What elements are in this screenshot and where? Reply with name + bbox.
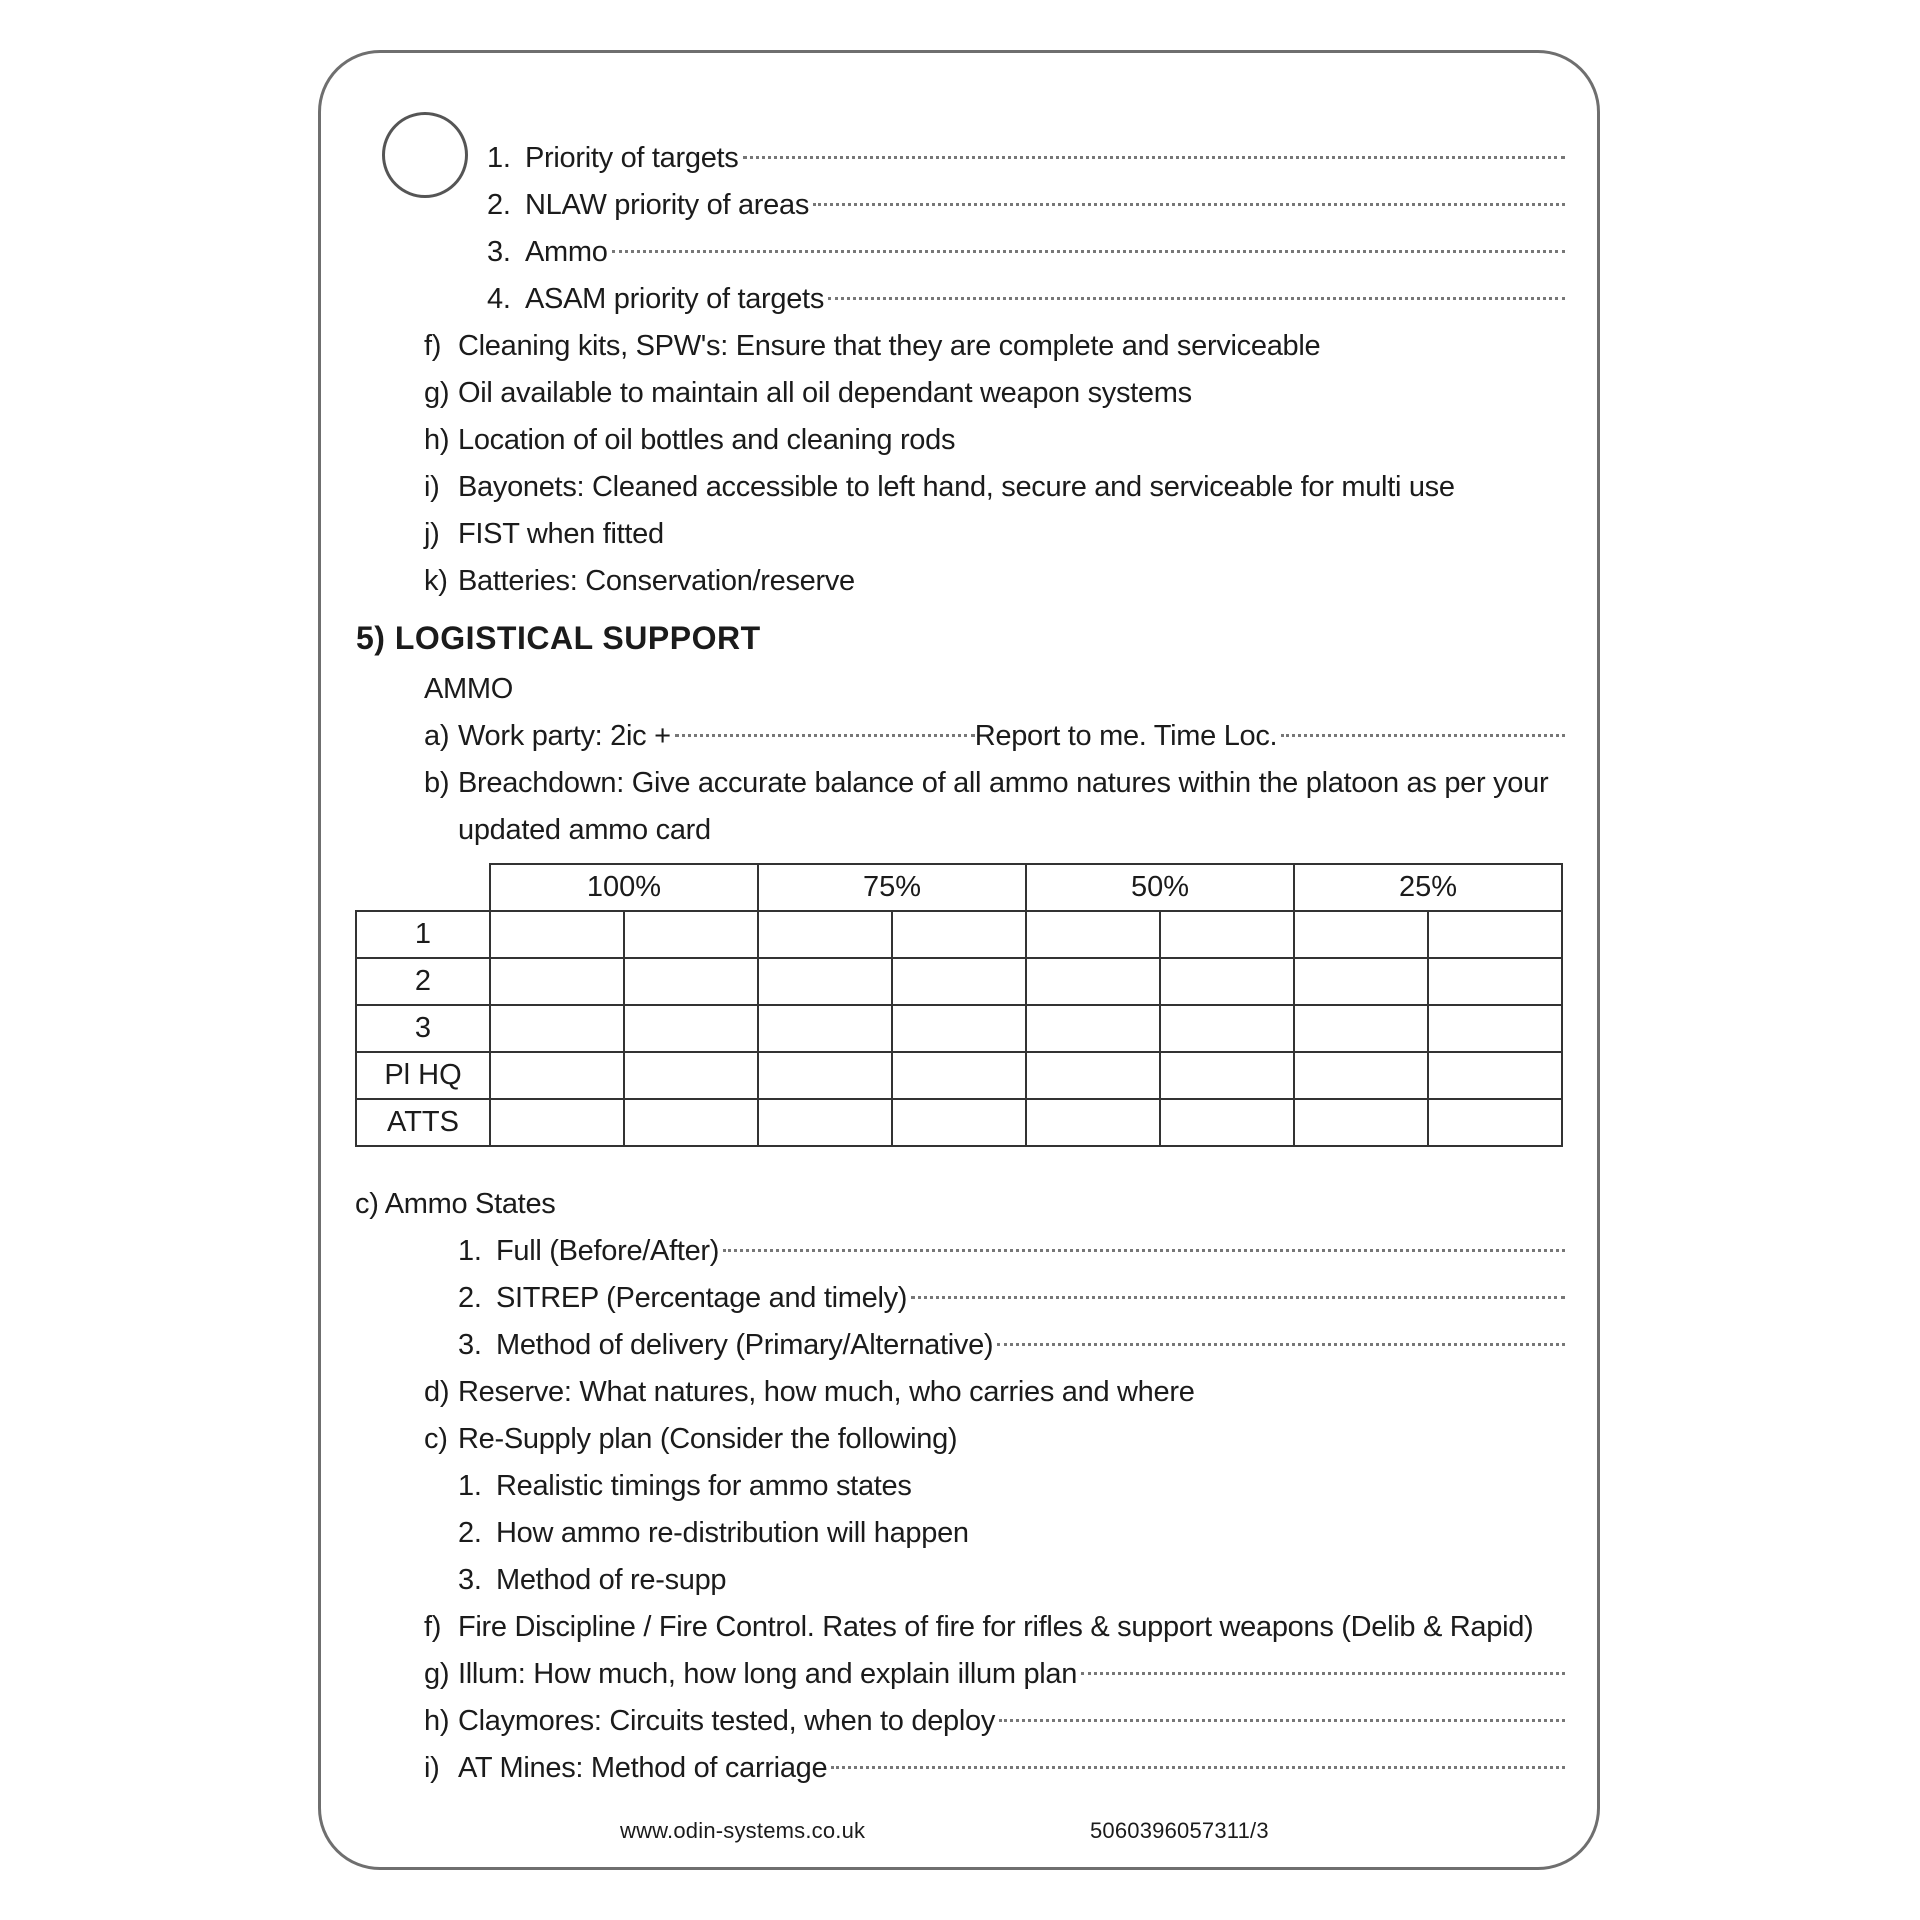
footer-website: www.odin-systems.co.uk — [620, 1818, 866, 1843]
row-label: 3 — [356, 1005, 490, 1052]
table-cell[interactable] — [892, 911, 1026, 958]
dotted-line — [675, 734, 975, 737]
table-cell[interactable] — [624, 1005, 758, 1052]
table-cell[interactable] — [1428, 1099, 1562, 1146]
item-breakdown-cont: updated ammo card — [458, 814, 711, 846]
table-cell[interactable] — [1160, 1052, 1294, 1099]
table-cell[interactable] — [1160, 911, 1294, 958]
section-heading: 5) LOGISTICAL SUPPORT — [356, 620, 761, 656]
dotted-line — [723, 1249, 1565, 1252]
table-header: 25% — [1294, 864, 1562, 911]
item-claymores: h) Claymores: Circuits tested, when to deploy — [424, 1698, 1565, 1744]
dotted-line — [997, 1343, 1565, 1346]
item-resupply: c) Re-Supply plan (Consider the following) — [424, 1423, 958, 1455]
table-cell[interactable] — [1160, 958, 1294, 1005]
table-cell[interactable] — [892, 1005, 1026, 1052]
item-at-mines: i) AT Mines: Method of carriage — [424, 1745, 1565, 1791]
item-breakdown: b) Breachdown: Give accurate balance of all ammo natures within the platoon as per your — [424, 767, 1549, 799]
table-row — [356, 911, 1562, 958]
item-fire-discipline: f) Fire Discipline / Fire Control. Rates of fire for rifles & support weapons (Delib & Rapid) — [424, 1611, 1534, 1643]
table-cell[interactable] — [490, 911, 624, 958]
table-cell[interactable] — [624, 911, 758, 958]
table-cell[interactable] — [1026, 911, 1160, 958]
table-cell[interactable] — [758, 1052, 892, 1099]
item-oil-available: g) Oil available to maintain all oil dependant weapon systems — [424, 377, 1192, 409]
table-row — [356, 1052, 1562, 1099]
dotted-line — [612, 250, 1565, 253]
table-cell[interactable] — [490, 1052, 624, 1099]
priority-item-1: 1. Priority of targets — [487, 135, 1565, 181]
item-illum: g) Illum: How much, how long and explain illum plan — [424, 1651, 1565, 1697]
row-label: Pl HQ — [356, 1052, 490, 1099]
dotted-line — [1081, 1672, 1565, 1675]
ammo-label: AMMO — [424, 673, 514, 705]
table-cell[interactable] — [758, 1005, 892, 1052]
table-cell[interactable] — [1428, 958, 1562, 1005]
table-header: 50% — [1026, 864, 1294, 911]
table-cell[interactable] — [1294, 1052, 1428, 1099]
table-cell[interactable] — [1294, 958, 1428, 1005]
table-cell[interactable] — [1026, 1005, 1160, 1052]
punch-hole — [382, 112, 468, 198]
table-cell[interactable] — [624, 958, 758, 1005]
table-cell[interactable] — [624, 1099, 758, 1146]
table-cell[interactable] — [758, 1099, 892, 1146]
table-cell[interactable] — [1294, 1099, 1428, 1146]
table-row — [356, 1005, 1562, 1052]
ammo-state-2: 2. SITREP (Percentage and timely) — [458, 1275, 1565, 1321]
item-reserve: d) Reserve: What natures, how much, who carries and where — [424, 1376, 1195, 1408]
dotted-line — [911, 1296, 1565, 1299]
item-cleaning-kits: f) Cleaning kits, SPW's: Ensure that they are complete and serviceable — [424, 330, 1321, 362]
table-cell[interactable] — [892, 958, 1026, 1005]
ammo-states-label: c) Ammo States — [355, 1188, 556, 1220]
table-cell[interactable] — [490, 958, 624, 1005]
table-cell[interactable] — [1428, 1005, 1562, 1052]
priority-item-2: 2. NLAW priority of areas — [487, 182, 1565, 228]
table-cell[interactable] — [758, 911, 892, 958]
table-cell[interactable] — [1160, 1099, 1294, 1146]
item-bayonets: i) Bayonets: Cleaned accessible to left hand, secure and serviceable for multi use — [424, 471, 1455, 503]
item-oil-bottles: h) Location of oil bottles and cleaning rods — [424, 424, 956, 456]
table-cell[interactable] — [892, 1099, 1026, 1146]
row-label: 1 — [356, 911, 490, 958]
ammo-state-1: 1. Full (Before/After) — [458, 1228, 1565, 1274]
table-header: 75% — [758, 864, 1026, 911]
resupply-item-2: 2. How ammo re-distribution will happen — [458, 1517, 969, 1549]
table-cell[interactable] — [490, 1099, 624, 1146]
table-cell[interactable] — [1026, 1052, 1160, 1099]
table-header: 100% — [490, 864, 758, 911]
ammo-state-3: 3. Method of delivery (Primary/Alternative) — [458, 1322, 1565, 1368]
priority-item-3: 3. Ammo — [487, 229, 1565, 275]
table-row — [356, 1099, 1562, 1146]
dotted-line — [813, 203, 1565, 206]
row-label: 2 — [356, 958, 490, 1005]
resupply-item-1: 1. Realistic timings for ammo states — [458, 1470, 912, 1502]
item-fist: j) FIST when fitted — [424, 518, 664, 550]
ammo-table — [355, 863, 1563, 1147]
dotted-line — [999, 1719, 1565, 1722]
table-cell[interactable] — [1428, 1052, 1562, 1099]
table-cell[interactable] — [1294, 1005, 1428, 1052]
table-cell[interactable] — [1026, 1099, 1160, 1146]
footer-code: 5060396057311/3 — [1090, 1818, 1269, 1843]
table-cell[interactable] — [892, 1052, 1026, 1099]
dotted-line — [831, 1766, 1565, 1769]
row-label: ATTS — [356, 1099, 490, 1146]
dotted-line — [1281, 734, 1565, 737]
table-cell[interactable] — [1428, 911, 1562, 958]
table-cell[interactable] — [624, 1052, 758, 1099]
dotted-line — [743, 156, 1566, 159]
table-cell[interactable] — [1160, 1005, 1294, 1052]
item-work-party: a) Work party: 2ic + Report to me. Time Loc. — [424, 713, 1565, 759]
table-row — [356, 958, 1562, 1005]
table-cell[interactable] — [1294, 911, 1428, 958]
table-cell[interactable] — [1026, 958, 1160, 1005]
priority-item-4: 4. ASAM priority of targets — [487, 276, 1565, 322]
table-cell[interactable] — [758, 958, 892, 1005]
table-cell[interactable] — [490, 1005, 624, 1052]
resupply-item-3: 3. Method of re-supp — [458, 1564, 727, 1596]
item-batteries: k) Batteries: Conservation/reserve — [424, 565, 855, 597]
dotted-line — [828, 297, 1565, 300]
